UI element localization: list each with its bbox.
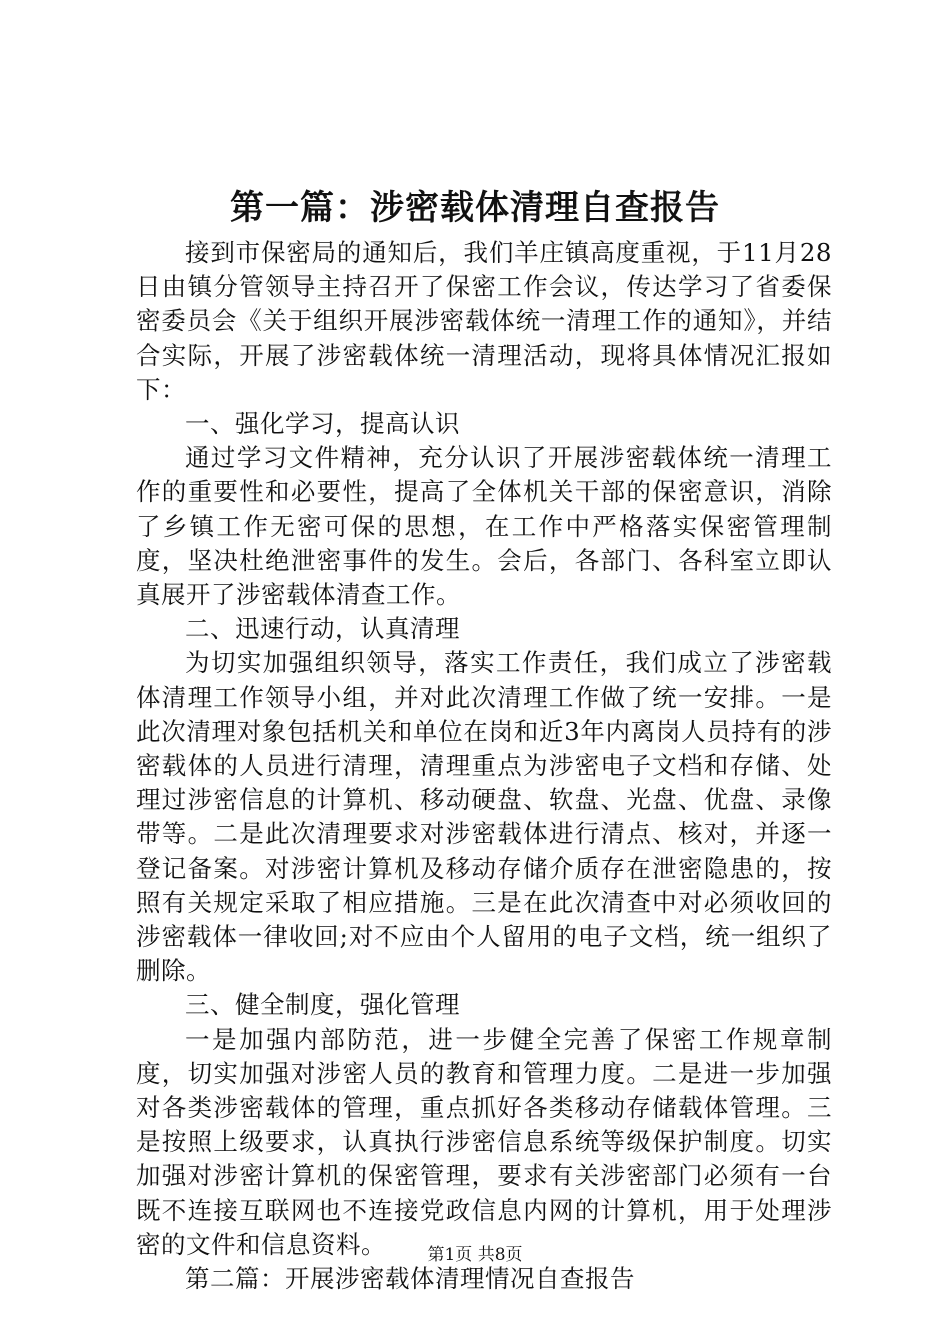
paragraph-section-3: 一是加强内部防范，进一步健全完善了保密工作规章制度，切实加强对涉密人员的教育和管理力度。二是进一步加强对各类涉密载体的管理，重点抓好各类移动存储载体管理。三是按照上级要求，认真执行涉密信息系统等级保护制度。切实加强对涉密计算机的保密管理，要求有关涉密部门必须有一台既不连接互联网也不连接党政信息内网的计算机，用于处理涉密的文件和信息资料。 [136, 1024, 832, 1259]
paragraph-intro: 接到市保密局的通知后，我们羊庄镇高度重视，于11月28日由镇分管领导主持召开了保密工作会议，传达学习了省委保密委员会《关于组织开展涉密载体统一清理工作的通知》，并结合实际，开展了涉密载体统一清理活动，现将具体情况汇报如下： [136, 238, 832, 404]
page-number-footer: 第1页 共8页 [427, 1245, 523, 1265]
paragraph-section-1: 通过学习文件精神，充分认识了开展涉密载体统一清理工作的重要性和必要性，提高了全体机关干部的保密意识，消除了乡镇工作无密可保的思想，在工作中严格落实保密管理制度，坚决杜绝泄密事件的发生。会后，各部门、各科室立即认真展开了涉密载体清查工作。 [136, 443, 832, 610]
section-heading-3: 三、健全制度，强化管理 [185, 990, 460, 1020]
next-article-heading: 第二篇：开展涉密载体清理情况自查报告 [185, 1264, 635, 1294]
section-heading-1: 一、强化学习，提高认识 [185, 409, 460, 439]
section-heading-2: 二、迅速行动，认真清理 [185, 614, 460, 644]
paragraph-section-2: 为切实加强组织领导，落实工作责任，我们成立了涉密载体清理工作领导小组，并对此次清理工作做了统一安排。一是此次清理对象包括机关和单位在岗和近3年内离岗人员持有的涉密载体的人员进行清理，清理重点为涉密电子文档和存储、处理过涉密信息的计算机、移动硬盘、软盘、光盘、优盘、录像带等。二是此次清理要求对涉密载体进行清点、核对，并逐一登记备案。对涉密计算机及移动存储介质存在泄密隐患的，按照有关规定采取了相应措施。三是在此次清查中对必须收回的涉密载体一律收回;对不应由个人留用的电子文档，统一组织了删除。 [136, 648, 832, 986]
document-body [136, 236, 832, 1296]
document-title: 第一篇：涉密载体清理自查报告 [230, 188, 720, 228]
